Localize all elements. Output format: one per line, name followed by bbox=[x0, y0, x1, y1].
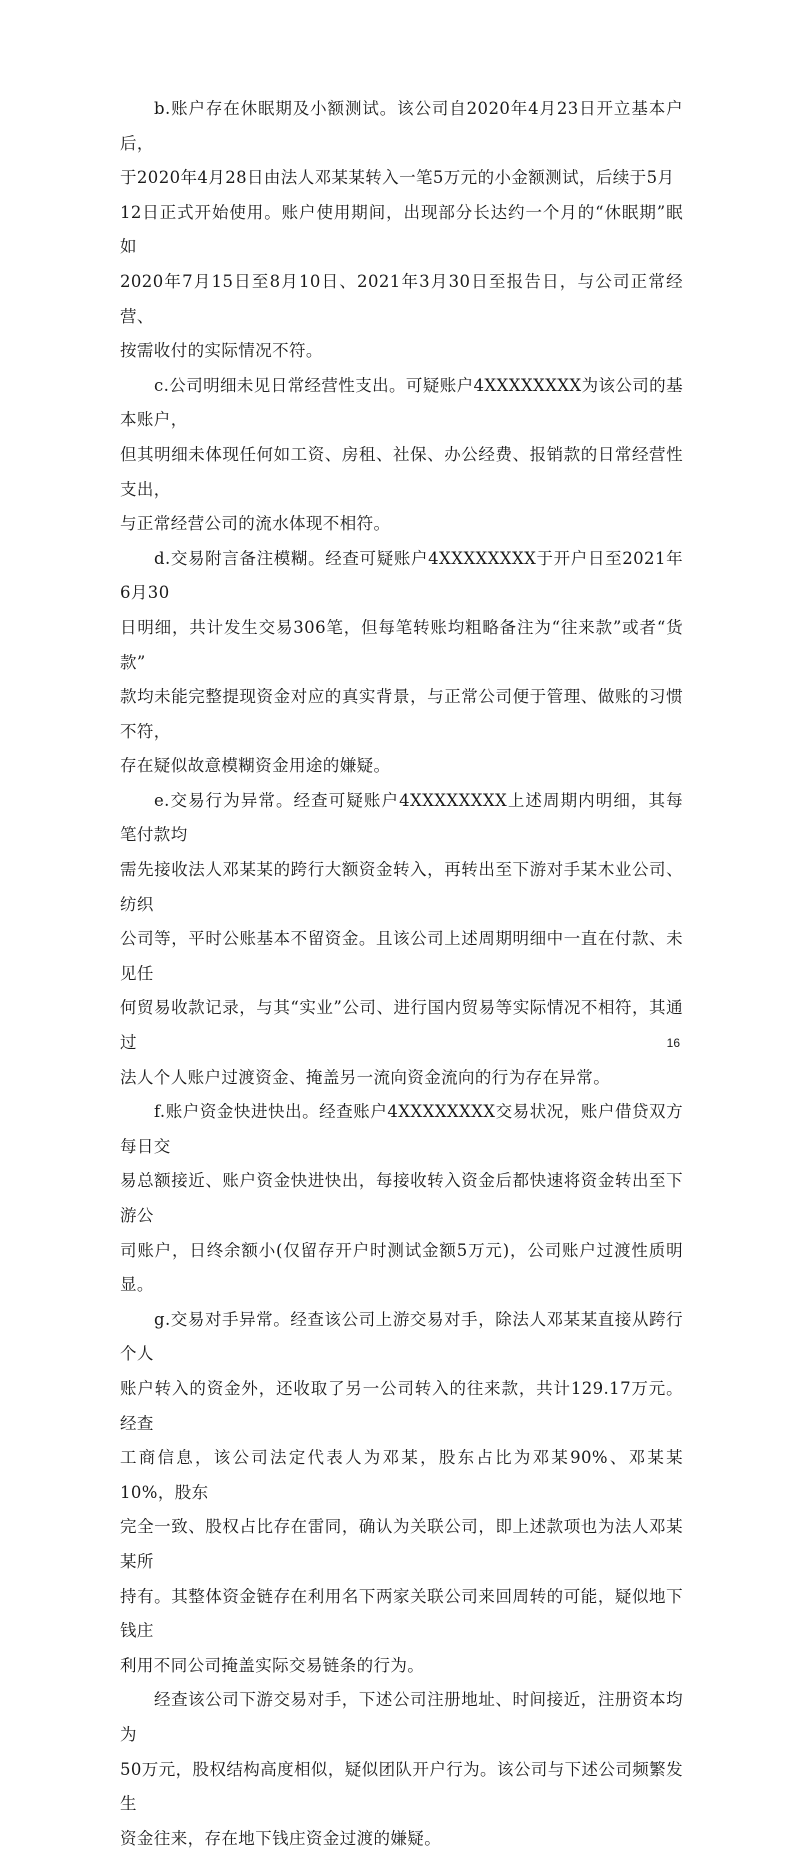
paragraph-b-dormant-period: b.账户存在休眠期及小额测试。该公司自2020年4月23日开立基本户后， 于2020年4月28日由法人邓某某转入一笔5万元的小金额测试，后续于5月 12日正式开始使用。账户使用期间，出现部分长达约一个月的“休眠期”眠如 2020年7月15日至8月10日、2021年3月30日至报告日，与公司正常经营、 按需收付的实际情况不符。 bbox=[120, 99, 683, 361]
document-body bbox=[120, 92, 683, 1856]
paragraph-g-abnormal-counterparties: g.交易对手异常。经查该公司上游交易对手，除法人邓某某直接从跨行个人 账户转入的资金外，还收取了另一公司转入的往来款，共计129.17万元。经查 工商信息，该公司法定代表人为邓某，股东占比为邓某90%、邓某某10%，股东 完全一致、股权占比存在雷同，确认为关联公司，即上述款项也为法人邓某某所 持有。其整体资金链存在利用名下两家关联公司来回周转的可能，疑似地下钱庄 利用不同公司掩盖实际交易链条的行为。 bbox=[120, 1309, 683, 1675]
paragraph-f-fast-in-fast-out: f.账户资金快进快出。经查账户4XXXXXXXX交易状况，账户借贷双方每日交 易总额接近、账户资金快进快出，每接收转入资金后都快速将资金转出至下游公 司账户，日终余额小(仅留存开户时测试金额5万元)，公司账户过渡性质明显。 bbox=[120, 1102, 683, 1295]
paragraph-e-abnormal-transactions: e.交易行为异常。经查可疑账户4XXXXXXXX上述周期内明细，其每笔付款均 需先接收法人邓某某的跨行大额资金转入，再转出至下游对手某木业公司、纺织 公司等，平时公账基本不留资金。且该公司上述周期明细中一直在付款、未见任 何贸易收款记录，与其“实业”公司、进行国内贸易等实际情况不相符，其通过 法人个人账户过渡资金、掩盖另一流向资金流向的行为存在异常。 bbox=[120, 790, 683, 1087]
paragraph-d-vague-remarks: d.交易附言备注模糊。经查可疑账户4XXXXXXXX于开户日至2021年6月30 日明细，共计发生交易306笔，但每笔转账均粗略备注为“往来款”或者“货款” 款均未能完整提现资金对应的真实背景，与正常公司便于管理、做账的习惯不符， 存在疑似故意模糊资金用途的嫌疑。 bbox=[120, 548, 683, 776]
paragraph-downstream-summary: 经查该公司下游交易对手，下述公司注册地址、时间接近，注册资本均为 50万元，股权结构高度相似，疑似团队开户行为。该公司与下述公司频繁发生 资金往来，存在地下钱庄资金过渡的嫌疑。 bbox=[120, 1690, 683, 1848]
paragraph-c-no-operating-expenses: c.公司明细未见日常经营性支出。可疑账户4XXXXXXXX为该公司的基本账户， 但其明细未体现任何如工资、房租、社保、办公经费、报销款的日常经营性支出， 与正常经营公司的流水体现不相符。 bbox=[120, 375, 683, 534]
page-number: 16 bbox=[666, 1036, 680, 1050]
